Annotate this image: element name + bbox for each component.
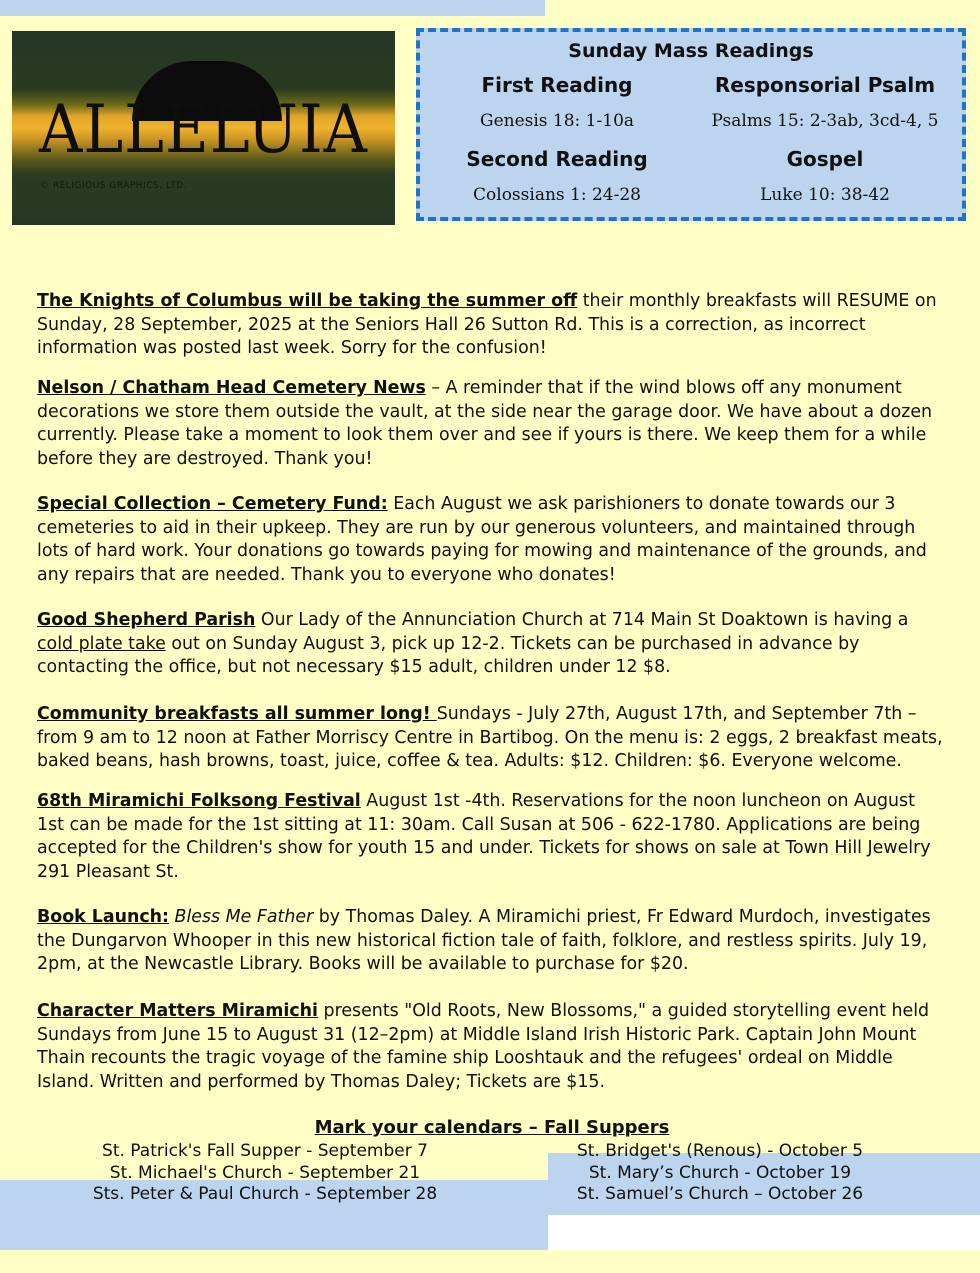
first-reading: [422, 73, 692, 131]
community-breakfasts-body: Sundays - July 27th, August 17th, and September 7th – from 9 am to 12 noon at Father Morriscy Centre in Bartibog. On the menu is: 2 eggs, 2 breakfast meats, baked beans, hash browns, toast, juice, coffee & tea. Adults: $12. Children: $6. Everyone welcome.: [37, 704, 943, 771]
first-reading-ref: Genesis 18: 1-10a: [479, 111, 635, 131]
second-reading-ref: Colossians 1: 24-28: [473, 185, 641, 205]
supper-item: St. Michael's Church - September 21: [109, 1162, 421, 1183]
book-title: Bless Me Father: [169, 907, 314, 927]
first-reading-heading: First Reading: [481, 73, 633, 97]
cemetery-news-body: – A reminder that if the wind blows off any monument decorations we store them outside the vault, at the side near the garage door. We have about a dozen currently. Please take a moment to look them over and see if yours is there. We keep them for a while before they are destroyed. Thank you!: [37, 378, 933, 469]
book-launch-announcement: [37, 906, 943, 977]
readings-title: Sunday Mass Readings: [568, 40, 814, 62]
book-launch-body: by Thomas Daley. A Miramichi priest, Fr Edward Murdoch, investigates the Dungarvon Whooper in this new historical fiction tale of faith, folklore, and restless spirits. July 19, 2pm, at the Newcastle Library. Books will be available to purchase for $20.: [37, 907, 931, 974]
supper-item: St. Bridget's (Renous) - October 5: [576, 1141, 864, 1161]
background-white-strip: [548, 1215, 980, 1250]
good-shepherd-body-2: out on Sunday August 3, pick up 12-2. Tickets can be purchased in advance by contacting the office, but not necessary $15 adult, children under 12 $8.: [37, 633, 860, 677]
knights-heading: The Knights of Columbus will be taking the summer off: [37, 291, 578, 311]
psalm-ref: Psalms 15: 2-3ab, 3cd-4, 5: [711, 111, 939, 131]
special-collection-body: Each August we ask parishioners to donate towards our 3 cemeteries to aid in their upkeep. They are run by our generous volunteers, and maintained through lots of hard work. Your donations go towards paying for mowing and maintenance of the grounds, and any repairs that are needed. Thank you to everyone who donates!: [37, 494, 927, 585]
second-reading-heading: Second Reading: [466, 147, 648, 171]
background-band-top: [0, 0, 545, 16]
cemetery-news-heading: Nelson / Chatham Head Cemetery News: [37, 378, 426, 398]
character-matters-heading: Character Matters Miramichi: [37, 1001, 318, 1021]
supper-item: St. Mary’s Church - October 19: [588, 1162, 852, 1183]
good-shepherd-body-1: Our Lady of the Annunciation Church at 714 Main St Doaktown is having a: [255, 610, 909, 630]
gospel-ref: Luke 10: 38-42: [760, 185, 890, 205]
special-collection-heading: Special Collection – Cemetery Fund:: [37, 494, 388, 514]
knights-announcement: [37, 290, 943, 361]
logo-word: ALLELUIA: [39, 91, 368, 169]
folksong-heading: 68th Miramichi Folksong Festival: [37, 791, 361, 811]
logo-copyright: © RELIGIOUS GRAPHICS, LTD.: [40, 181, 187, 191]
supper-item: Sts. Peter & Paul Church - September 28: [92, 1184, 438, 1204]
gospel-heading: Gospel: [786, 147, 864, 171]
second-reading: [422, 147, 692, 205]
book-launch-heading: Book Launch:: [37, 907, 169, 927]
cemetery-news-announcement: [37, 377, 943, 471]
fall-suppers-right: [510, 1141, 930, 1206]
good-shepherd-heading: Good Shepherd Parish: [37, 610, 256, 630]
supper-item: St. Patrick's Fall Supper - September 7: [102, 1141, 428, 1161]
responsorial-psalm: [690, 73, 960, 131]
knights-body: their monthly breakfasts will RESUME on Sunday, 28 September, 2025 at the Seniors Hall 26 Sutton Rd. This is a correction, as incorrect information was posted last week. Sorry for the confusion!: [37, 291, 937, 358]
character-matters-body: presents "Old Roots, New Blossoms," a guided storytelling event held Sundays from June 15 to August 31 (12–2pm) at Middle Island Irish Historic Park. Captain John Mount Thain recounts the tragic voyage of the famine ship Looshtauk and the refugees' ordeal on Middle Island. Written and performed by Thomas Daley; Tickets are $15.: [37, 1001, 930, 1092]
psalm-heading: Responsorial Psalm: [714, 73, 936, 97]
special-collection-announcement: [37, 493, 943, 587]
community-breakfasts-heading: Community breakfasts all summer long!: [37, 704, 437, 724]
fall-suppers-title: Mark your calendars – Fall Suppers: [314, 1117, 670, 1138]
gospel: [690, 147, 960, 205]
community-breakfasts-announcement: [37, 703, 943, 774]
folksong-announcement: [37, 790, 943, 884]
folksong-body: August 1st -4th. Reservations for the noon luncheon on August 1st can be made for the 1st sitting at 11: 30am. Call Susan at 506 - 622-1780. Applications are being accepted for the Children's show for youth 15 and under. Tickets for shows on sale at Town Hill Jewelry 291 Pleasant St.: [37, 791, 931, 882]
fall-suppers-left: [55, 1141, 475, 1206]
mass-readings-box: [416, 28, 966, 221]
cold-plate-link-text: cold plate take: [37, 633, 166, 654]
supper-item: St. Samuel’s Church – October 26: [576, 1184, 864, 1204]
alleluia-logo: [12, 31, 395, 225]
good-shepherd-announcement: [37, 609, 943, 680]
character-matters-announcement: [37, 1000, 943, 1094]
